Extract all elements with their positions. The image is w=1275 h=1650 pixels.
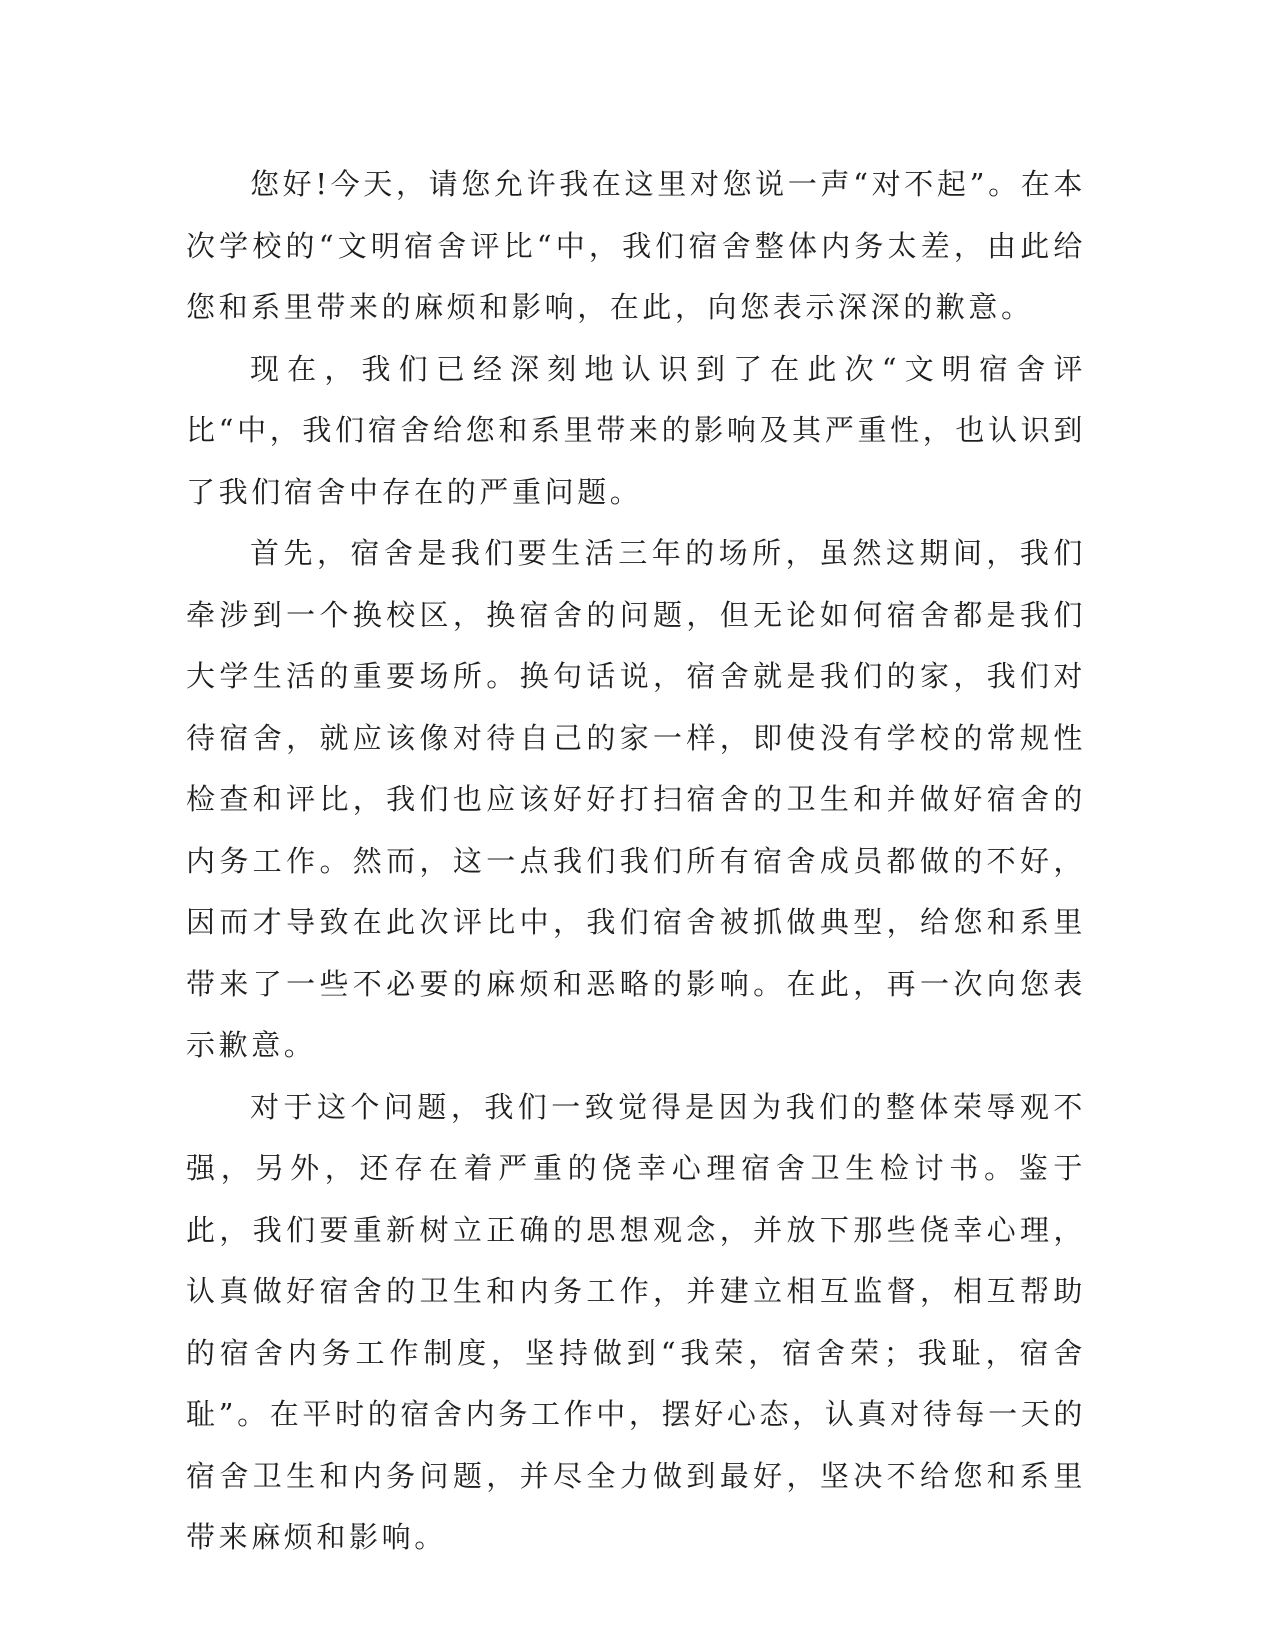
document-body xyxy=(186,154,1086,1569)
paragraph-improvement-plan: 对于这个问题，我们一致觉得是因为我们的整体荣辱观不强，另外，还存在着严重的侥幸心理宿舍卫生检讨书。鉴于此，我们要重新树立正确的思想观念，并放下那些侥幸心理，认真做好宿舍的卫生和内务工作，并建立相互监督，相互帮助的宿舍内务工作制度，坚持做到“我荣，宿舍荣；我耻，宿舍耻”。在平时的宿舍内务工作中，摆好心态，认真对待每一天的宿舍卫生和内务问题，并尽全力做到最好，坚决不给您和系里带来麻烦和影响。 xyxy=(186,1089,1086,1554)
paragraph-dormitory-importance: 首先，宿舍是我们要生活三年的场所，虽然这期间，我们牵涉到一个换校区，换宿舍的问题，但无论如何宿舍都是我们大学生活的重要场所。换句话说，宿舍就是我们的家，我们对待宿舍，就应该像对待自己的家一样，即使没有学校的常规性检查和评比，我们也应该好好打扫宿舍的卫生和并做好宿舍的内务工作。然而，这一点我们我们所有宿舍成员都做的不好，因而才导致在此次评比中，我们宿舍被抓做典型，给您和系里带来了一些不必要的麻烦和恶略的影响。在此，再一次向您表示歉意。 xyxy=(186,536,1086,1062)
paragraph-apology-opening: 您好!今天，请您允许我在这里对您说一声“对不起”。在本次学校的“文明宿舍评比“中，我们宿舍整体内务太差，由此给您和系里带来的麻烦和影响，在此，向您表示深深的歉意。 xyxy=(186,167,1086,324)
paragraph-recognition: 现在，我们已经深刻地认识到了在此次“文明宿舍评比“中，我们宿舍给您和系里带来的影响及其严重性，也认识到了我们宿舍中存在的严重问题。 xyxy=(186,351,1086,509)
